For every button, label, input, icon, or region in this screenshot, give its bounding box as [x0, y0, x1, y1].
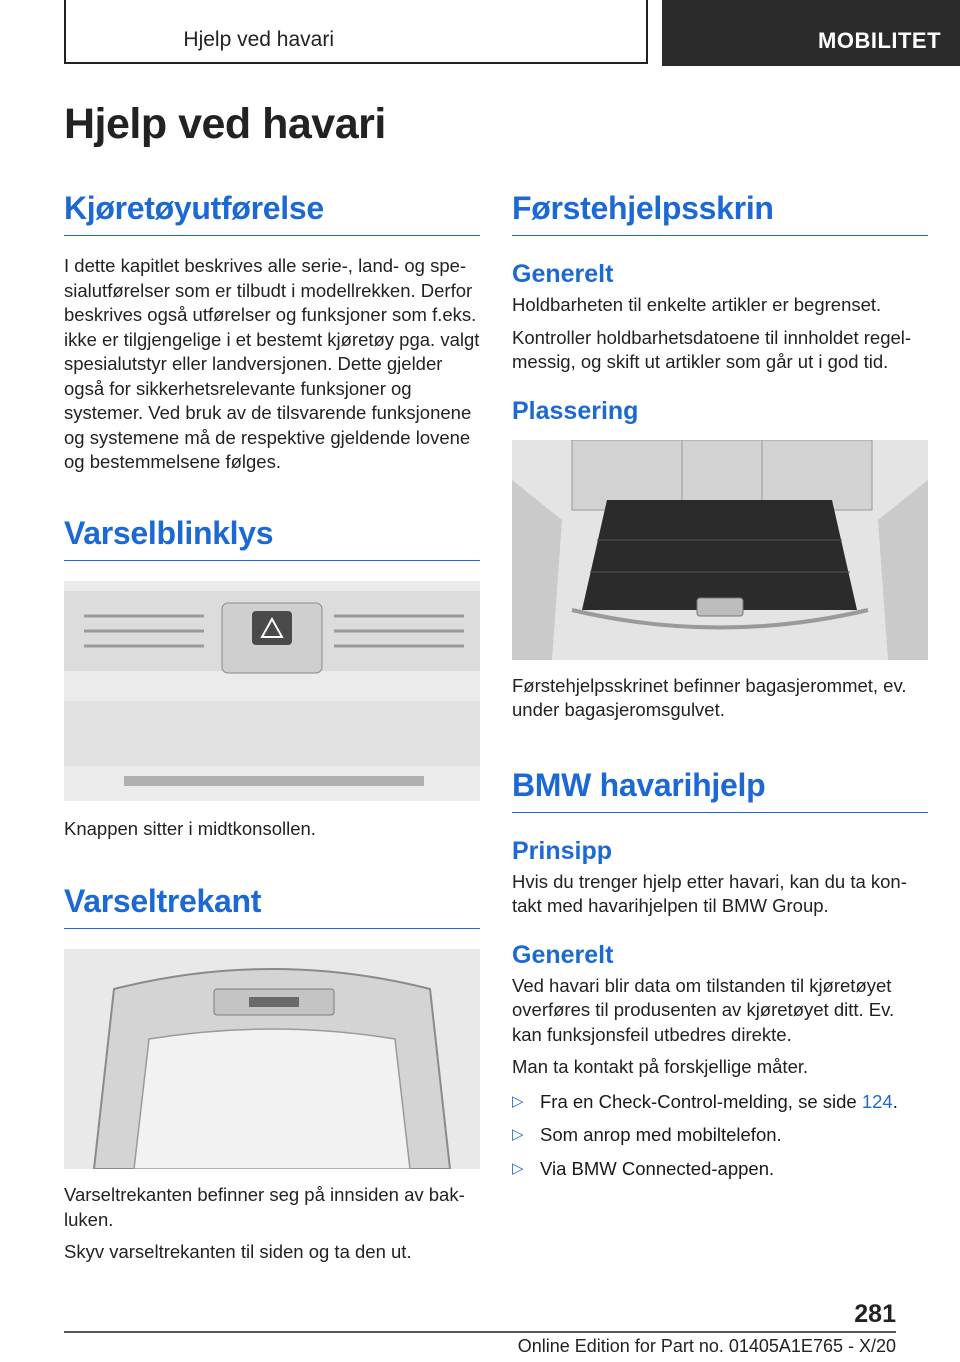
list-item: ▷ Som anrop med mobiltelefon. — [512, 1123, 928, 1148]
subheading-generelt-2: Generelt — [512, 940, 614, 969]
paragraph-durability: Holdbarheten til enkelte artikler er begrenset. — [512, 294, 882, 315]
caption-hazard-button: Knappen sitter i midtkonsollen. — [64, 817, 316, 839]
page-reference-link[interactable]: 124 — [861, 1090, 893, 1112]
header-section-title: Hjelp ved havari — [183, 28, 334, 51]
right-column — [512, 190, 928, 1190]
tailgate-illustration — [64, 949, 480, 1169]
heading-forstehjelpsskrin: Førstehjelpsskrin — [512, 190, 928, 236]
page-title: Hjelp ved havari — [64, 100, 386, 148]
caption-triangle-remove: Skyv varseltrekanten til siden og ta den ut. — [64, 1241, 412, 1262]
contact-methods-list — [512, 1090, 928, 1182]
subheading-prinsipp: Prinsipp — [512, 836, 613, 865]
caption-first-aid-location: Førstehjelpsskrinet befinner bagasjerommet, ev. under bagasjeromsgulvet. — [512, 674, 907, 720]
hazard-button-image — [64, 581, 480, 801]
header-chapter-tab: MOBILITET — [662, 0, 960, 66]
triangle-bullet-icon: ▷ — [512, 1126, 524, 1143]
list-item: ▷ Fra en Check-Control-melding, se side 124. — [512, 1090, 928, 1115]
triangle-bullet-icon: ▷ — [512, 1092, 524, 1110]
heading-kjoretoyutforelse: Kjøretøyutførelse — [64, 190, 480, 236]
subheading-plassering: Plassering — [512, 396, 639, 425]
left-column — [64, 190, 480, 1265]
footer-divider — [64, 1331, 896, 1333]
heading-bmw-havarihjelp: BMW havarihjelp — [512, 767, 928, 813]
paragraph-vehicle-variants: I dette kapitlet beskrives alle serie-, land- og spesialutførelser som er tilbudt i modellrekken. Derfor beskrives også utførelser og funksjoner som f.eks. ikke er tilgjengelige i et bestemt kjøretøy pga. valgt spesialutstyr eller landversjonen. Dette gjelder også for sikkerhetsrelevante funksjoner og systemer. Ved bruk av de tilsvarende funksjonene og systemene må de respektive gjeldende lovene og bestemmelsene følges. — [64, 255, 480, 472]
paragraph-principle: Hvis du trenger hjelp etter havari, kan du ta kontakt med havarihjelpen til BMW Group. — [512, 870, 907, 916]
subheading-generelt-1: Generelt — [512, 260, 614, 288]
warning-triangle-image — [64, 949, 480, 1169]
heading-varselblinklys: Varselblinklys — [64, 515, 480, 561]
page-number: 281 — [854, 1300, 896, 1328]
triangle-bullet-icon: ▷ — [512, 1159, 524, 1177]
luggage-compartment-illustration — [512, 440, 928, 660]
paragraph-check-dates: Kontroller holdbarhetsdatoene til innholdet regelmessig, og skift ut artikler som går ut i god tid. — [512, 326, 912, 372]
caption-triangle-location: Varseltrekanten befinner seg på innsiden av bakluken. — [64, 1184, 465, 1230]
heading-varseltrekant: Varseltrekant — [64, 883, 480, 929]
footer-edition: Online Edition for Part no. 01405A1E765 - X/20 — [517, 1336, 896, 1356]
list-item: ▷ Via BMW Connected-appen. — [512, 1157, 928, 1182]
dashboard-console-illustration — [64, 581, 480, 801]
first-aid-location-image — [512, 440, 928, 660]
paragraph-contact-ways: Man ta kontakt på forskjellige måter. — [512, 1056, 809, 1077]
paragraph-data-transfer: Ved havari blir data om tilstanden til kjøretøyet overføres til produsenten av kjøretøyet ditt. Ev. kan funksjonsfeil utbedres direkte. — [512, 974, 895, 1045]
header-box — [64, 0, 648, 64]
